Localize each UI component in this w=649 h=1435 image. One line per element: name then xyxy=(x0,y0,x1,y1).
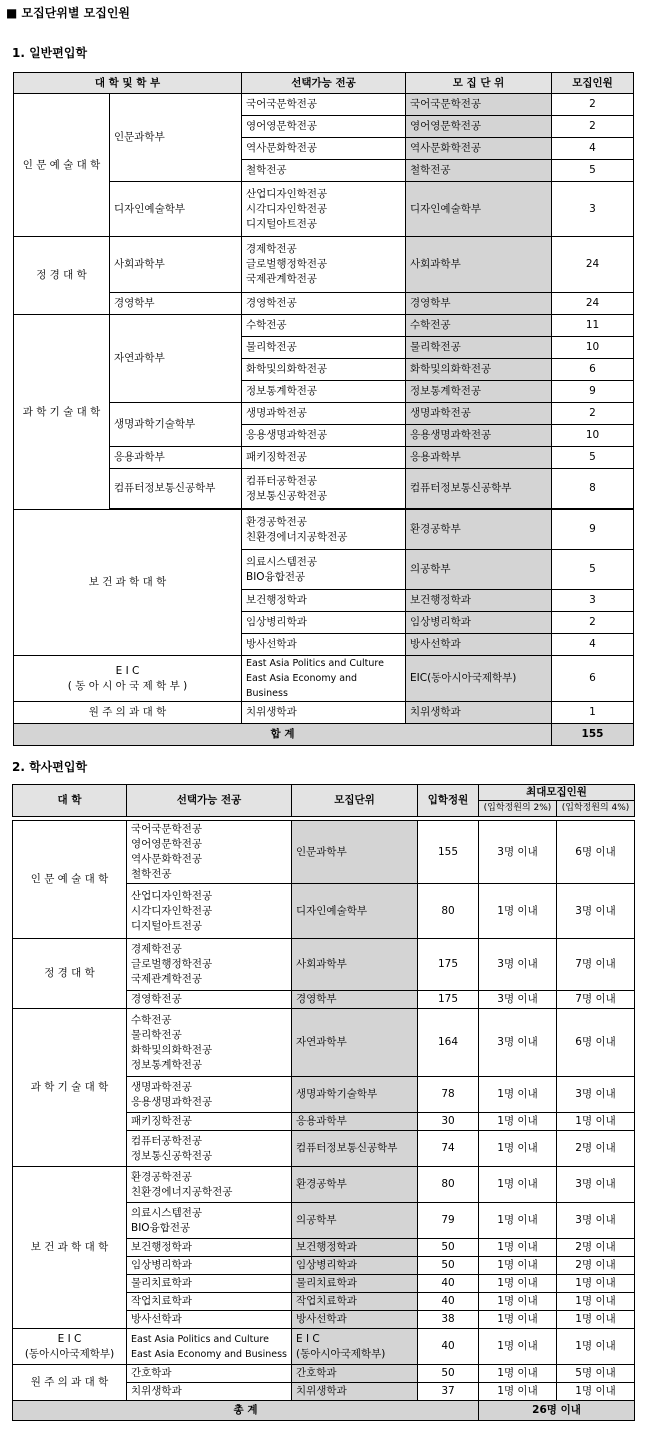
count-cell: 3 xyxy=(552,182,634,237)
unit-cell: 영어영문학전공 xyxy=(406,116,552,138)
major-cell: 임상병리학과 xyxy=(127,1257,292,1275)
section1-title: 1. 일반편입학 xyxy=(12,46,88,60)
dept-name: 생명과학기술학부 xyxy=(110,403,242,447)
max-4pct-cell: 5명 이내 xyxy=(557,1365,635,1383)
quota-cell: 50 xyxy=(418,1365,479,1383)
table-row xyxy=(13,939,635,991)
max-2pct-cell: 3명 이내 xyxy=(479,821,557,884)
count-cell: 2 xyxy=(552,94,634,116)
count-cell: 2 xyxy=(552,403,634,425)
header-unit: 모집단위 xyxy=(292,785,418,817)
max-2pct-cell: 1명 이내 xyxy=(479,1077,557,1113)
max-2pct-cell: 1명 이내 xyxy=(479,1257,557,1275)
major-cell: 경제학전공 글로벌행정학전공 국제관계학전공 xyxy=(242,237,406,293)
major-cell: 작업치료학과 xyxy=(127,1293,292,1311)
unit-cell: 수학전공 xyxy=(406,315,552,337)
header-max: 최대모집인원 xyxy=(479,785,635,801)
max-2pct-cell: 1명 이내 xyxy=(479,1311,557,1329)
major-cell: 경제학전공 글로벌행정학전공 국제관계학전공 xyxy=(127,939,292,991)
count-cell: 9 xyxy=(552,381,634,403)
count-cell: 1 xyxy=(552,702,634,724)
college-name: 과 학 기 술 대 학 xyxy=(14,315,110,510)
major-cell: 의료시스템전공 BIO융합전공 xyxy=(127,1203,292,1239)
major-cell: East Asia Politics and Culture East Asia Economy and Business xyxy=(242,656,406,702)
major-cell: 경영학전공 xyxy=(127,991,292,1009)
major-cell: 수학전공 xyxy=(242,315,406,337)
header-major: 선택가능 전공 xyxy=(127,785,292,817)
quota-cell: 50 xyxy=(418,1239,479,1257)
table-row xyxy=(13,1009,635,1077)
major-cell: 산업디자인학전공 시각디자인학전공 디지털아트전공 xyxy=(127,884,292,939)
max-4pct-cell: 1명 이내 xyxy=(557,1275,635,1293)
unit-cell: 경영학부 xyxy=(292,991,418,1009)
max-2pct-cell: 1명 이내 xyxy=(479,1239,557,1257)
count-cell: 6 xyxy=(552,656,634,702)
header-college: 대 학 xyxy=(13,785,127,817)
college-name: E I C (동아시아국제학부) xyxy=(13,1329,127,1365)
total-label: 총 계 xyxy=(13,1401,479,1421)
unit-cell: 사회과학부 xyxy=(406,237,552,293)
unit-cell: 국어국문학전공 xyxy=(406,94,552,116)
count-cell: 3 xyxy=(552,590,634,612)
college-name: 보 건 과 학 대 학 xyxy=(14,510,242,656)
max-4pct-cell: 3명 이내 xyxy=(557,1077,635,1113)
unit-cell: 자연과학부 xyxy=(292,1009,418,1077)
general-transfer-table xyxy=(13,72,634,746)
max-2pct-cell: 1명 이내 xyxy=(479,1113,557,1131)
major-cell: 치위생학과 xyxy=(127,1383,292,1401)
unit-cell: 디자인예술학부 xyxy=(406,182,552,237)
page-title: ■ 모집단위별 모집인원 xyxy=(6,6,131,20)
major-cell: 물리학전공 xyxy=(242,337,406,359)
max-2pct-cell: 3명 이내 xyxy=(479,1009,557,1077)
count-cell: 10 xyxy=(552,337,634,359)
major-cell: East Asia Politics and Culture East Asia Economy and Business xyxy=(127,1329,292,1365)
header-college-dept: 대 학 및 학 부 xyxy=(14,73,242,94)
max-2pct-cell: 1명 이내 xyxy=(479,1203,557,1239)
max-4pct-cell: 7명 이내 xyxy=(557,991,635,1009)
count-cell: 5 xyxy=(552,447,634,469)
dept-name: 인문과학부 xyxy=(110,94,242,182)
total-value: 26명 이내 xyxy=(479,1401,635,1421)
college-name: 인 문 예 술 대 학 xyxy=(13,821,127,939)
quota-cell: 175 xyxy=(418,991,479,1009)
count-cell: 11 xyxy=(552,315,634,337)
unit-cell: 임상병리학과 xyxy=(292,1257,418,1275)
count-cell: 5 xyxy=(552,550,634,590)
max-4pct-cell: 1명 이내 xyxy=(557,1329,635,1365)
quota-cell: 40 xyxy=(418,1293,479,1311)
dept-name: 경영학부 xyxy=(110,293,242,315)
max-4pct-cell: 2명 이내 xyxy=(557,1239,635,1257)
unit-cell: 생명과학기술학부 xyxy=(292,1077,418,1113)
max-2pct-cell: 1명 이내 xyxy=(479,1365,557,1383)
dept-name: 자연과학부 xyxy=(110,315,242,403)
major-cell: 수학전공 물리학전공 화학및의화학전공 정보통계학전공 xyxy=(127,1009,292,1077)
unit-cell: 물리치료학과 xyxy=(292,1275,418,1293)
max-2pct-cell: 1명 이내 xyxy=(479,1131,557,1167)
count-cell: 2 xyxy=(552,116,634,138)
major-cell: 정보통계학전공 xyxy=(242,381,406,403)
major-cell: 국어국문학전공 xyxy=(242,94,406,116)
major-cell: 환경공학전공 친환경에너지공학전공 xyxy=(127,1167,292,1203)
major-cell: 산업디자인학전공 시각디자인학전공 디지털아트전공 xyxy=(242,182,406,237)
unit-cell: 응용과학부 xyxy=(406,447,552,469)
unit-cell: 컴퓨터정보통신공학부 xyxy=(406,469,552,509)
major-cell: 화학및의화학전공 xyxy=(242,359,406,381)
unit-cell: 의공학부 xyxy=(406,550,552,590)
count-cell: 24 xyxy=(552,293,634,315)
table-row xyxy=(13,1167,635,1203)
major-cell: 보건행정학과 xyxy=(127,1239,292,1257)
unit-cell: 인문과학부 xyxy=(292,821,418,884)
section2-title: 2. 학사편입학 xyxy=(12,760,88,774)
major-cell: 치위생학과 xyxy=(242,702,406,724)
unit-cell: 간호학과 xyxy=(292,1365,418,1383)
count-cell: 8 xyxy=(552,469,634,509)
bachelor-transfer-table xyxy=(12,784,635,1421)
header-max-2pct: (입학정원의 2%) xyxy=(479,801,557,817)
dept-name: 응용과학부 xyxy=(110,447,242,469)
max-4pct-cell: 2명 이내 xyxy=(557,1131,635,1167)
max-4pct-cell: 1명 이내 xyxy=(557,1311,635,1329)
unit-cell: 작업치료학과 xyxy=(292,1293,418,1311)
major-cell: 컴퓨터공학전공 정보통신공학전공 xyxy=(242,469,406,509)
max-4pct-cell: 3명 이내 xyxy=(557,884,635,939)
max-4pct-cell: 1명 이내 xyxy=(557,1293,635,1311)
major-cell: 방사선학과 xyxy=(242,634,406,656)
dept-name: 사회과학부 xyxy=(110,237,242,293)
unit-cell: 의공학부 xyxy=(292,1203,418,1239)
major-cell: 생명과학전공 응용생명과학전공 xyxy=(127,1077,292,1113)
major-cell: 생명과학전공 xyxy=(242,403,406,425)
max-4pct-cell: 7명 이내 xyxy=(557,939,635,991)
college-name: 과 학 기 술 대 학 xyxy=(13,1009,127,1167)
major-cell: 임상병리학과 xyxy=(242,612,406,634)
max-4pct-cell: 3명 이내 xyxy=(557,1167,635,1203)
header-unit: 모 집 단 위 xyxy=(406,73,552,94)
major-cell: 컴퓨터공학전공 정보통신공학전공 xyxy=(127,1131,292,1167)
max-2pct-cell: 1명 이내 xyxy=(479,1275,557,1293)
quota-cell: 80 xyxy=(418,1167,479,1203)
table-row xyxy=(13,1329,635,1365)
max-4pct-cell: 3명 이내 xyxy=(557,1203,635,1239)
major-cell: 물리치료학과 xyxy=(127,1275,292,1293)
unit-cell: 화학및의화학전공 xyxy=(406,359,552,381)
unit-cell: EIC(동아시아국제학부) xyxy=(406,656,552,702)
header-major: 선택가능 전공 xyxy=(242,73,406,94)
unit-cell: 생명과학전공 xyxy=(406,403,552,425)
header-quota: 입학정원 xyxy=(418,785,479,817)
unit-cell: E I C (동아시아국제학부) xyxy=(292,1329,418,1365)
quota-cell: 175 xyxy=(418,939,479,991)
max-4pct-cell: 1명 이내 xyxy=(557,1113,635,1131)
quota-cell: 38 xyxy=(418,1311,479,1329)
unit-cell: 치위생학과 xyxy=(406,702,552,724)
max-2pct-cell: 3명 이내 xyxy=(479,939,557,991)
major-cell: 국어국문학전공 영어영문학전공 역사문화학전공 철학전공 xyxy=(127,821,292,884)
unit-cell: 디자인예술학부 xyxy=(292,884,418,939)
quota-cell: 50 xyxy=(418,1257,479,1275)
count-cell: 10 xyxy=(552,425,634,447)
major-cell: 역사문화학전공 xyxy=(242,138,406,160)
college-name: E I C ( 동 아 시 아 국 제 학 부 ) xyxy=(14,656,242,702)
unit-cell: 보건행정학과 xyxy=(292,1239,418,1257)
total-label: 합 계 xyxy=(14,724,552,746)
unit-cell: 철학전공 xyxy=(406,160,552,182)
major-cell: 철학전공 xyxy=(242,160,406,182)
dept-name: 디자인예술학부 xyxy=(110,182,242,237)
quota-cell: 155 xyxy=(418,821,479,884)
college-name: 원 주 의 과 대 학 xyxy=(14,702,242,724)
count-cell: 2 xyxy=(552,612,634,634)
major-cell: 응용생명과학전공 xyxy=(242,425,406,447)
unit-cell: 치위생학과 xyxy=(292,1383,418,1401)
quota-cell: 80 xyxy=(418,884,479,939)
count-cell: 4 xyxy=(552,138,634,160)
major-cell: 간호학과 xyxy=(127,1365,292,1383)
major-cell: 보건행정학과 xyxy=(242,590,406,612)
quota-cell: 74 xyxy=(418,1131,479,1167)
quota-cell: 164 xyxy=(418,1009,479,1077)
college-name: 원 주 의 과 대 학 xyxy=(13,1365,127,1401)
quota-cell: 37 xyxy=(418,1383,479,1401)
quota-cell: 79 xyxy=(418,1203,479,1239)
dept-name: 컴퓨터정보통신공학부 xyxy=(110,469,242,509)
quota-cell: 78 xyxy=(418,1077,479,1113)
unit-cell: 사회과학부 xyxy=(292,939,418,991)
unit-cell: 정보통계학전공 xyxy=(406,381,552,403)
count-cell: 4 xyxy=(552,634,634,656)
count-cell: 5 xyxy=(552,160,634,182)
college-name: 보 건 과 학 대 학 xyxy=(13,1167,127,1329)
max-2pct-cell: 1명 이내 xyxy=(479,1293,557,1311)
unit-cell: 응용과학부 xyxy=(292,1113,418,1131)
count-cell: 9 xyxy=(552,510,634,550)
max-2pct-cell: 3명 이내 xyxy=(479,991,557,1009)
quota-cell: 40 xyxy=(418,1329,479,1365)
header-max-4pct: (입학정원의 4%) xyxy=(557,801,635,817)
major-cell: 패키징학전공 xyxy=(127,1113,292,1131)
max-2pct-cell: 1명 이내 xyxy=(479,1383,557,1401)
college-name: 인 문 예 술 대 학 xyxy=(14,94,110,237)
unit-cell: 임상병리학과 xyxy=(406,612,552,634)
unit-cell: 방사선학과 xyxy=(406,634,552,656)
major-cell: 의료시스템전공 BIO융합전공 xyxy=(242,550,406,590)
unit-cell: 경영학부 xyxy=(406,293,552,315)
quota-cell: 40 xyxy=(418,1275,479,1293)
table-row xyxy=(13,821,635,884)
college-name: 정 경 대 학 xyxy=(14,237,110,315)
table-row xyxy=(13,1365,635,1383)
major-cell: 방사선학과 xyxy=(127,1311,292,1329)
max-2pct-cell: 1명 이내 xyxy=(479,1329,557,1365)
total-value: 155 xyxy=(552,724,634,746)
count-cell: 6 xyxy=(552,359,634,381)
max-4pct-cell: 6명 이내 xyxy=(557,821,635,884)
major-cell: 패키징학전공 xyxy=(242,447,406,469)
major-cell: 경영학전공 xyxy=(242,293,406,315)
unit-cell: 보건행정학과 xyxy=(406,590,552,612)
unit-cell: 환경공학부 xyxy=(406,510,552,550)
unit-cell: 컴퓨터정보통신공학부 xyxy=(292,1131,418,1167)
unit-cell: 물리학전공 xyxy=(406,337,552,359)
major-cell: 영어영문학전공 xyxy=(242,116,406,138)
college-name: 정 경 대 학 xyxy=(13,939,127,1009)
header-count: 모집인원 xyxy=(552,73,634,94)
max-4pct-cell: 6명 이내 xyxy=(557,1009,635,1077)
unit-cell: 환경공학부 xyxy=(292,1167,418,1203)
max-4pct-cell: 1명 이내 xyxy=(557,1383,635,1401)
max-2pct-cell: 1명 이내 xyxy=(479,884,557,939)
quota-cell: 30 xyxy=(418,1113,479,1131)
major-cell: 환경공학전공 친환경에너지공학전공 xyxy=(242,510,406,550)
max-4pct-cell: 2명 이내 xyxy=(557,1257,635,1275)
unit-cell: 역사문화학전공 xyxy=(406,138,552,160)
count-cell: 24 xyxy=(552,237,634,293)
unit-cell: 방사선학과 xyxy=(292,1311,418,1329)
unit-cell: 응용생명과학전공 xyxy=(406,425,552,447)
max-2pct-cell: 1명 이내 xyxy=(479,1167,557,1203)
